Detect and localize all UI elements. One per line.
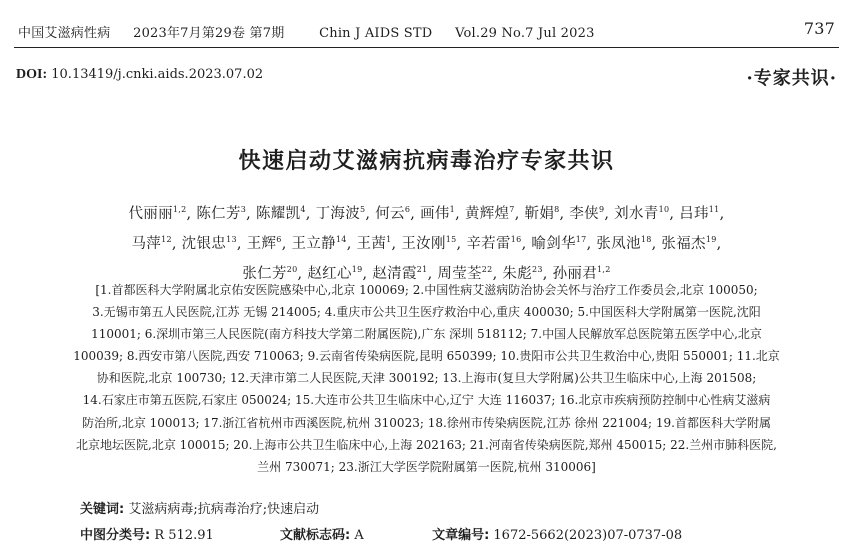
- affiliation-line: [1.首都医科大学附属北京佑安医院感染中心,北京 100069; 2.中国性病艾滋病防治协会关怀与治疗工作委员会,北京 100050;: [95, 283, 758, 297]
- header-rule: [14, 47, 839, 48]
- issue-cn: 2023年7月第29卷 第7期: [133, 26, 285, 41]
- journal-name-en: Chin J AIDS STD: [319, 26, 433, 41]
- keywords-value: 艾滋病病毒;抗病毒治疗;快速启动: [128, 502, 320, 517]
- author-affiliation-mark: 10: [658, 205, 670, 214]
- doi-line: [16, 67, 263, 83]
- author-name: 孙丽君: [552, 266, 598, 282]
- affiliation-line: 北京地坛医院,北京 100015; 20.上海市公共卫生临床中心,上海 202163; 21.河南省传染病医院,郑州 450015; 22.兰州市肺科医院,: [76, 437, 777, 452]
- author-affiliation-mark: 11: [708, 205, 720, 214]
- author-name: 赵清霞: [372, 266, 417, 282]
- author-name: 代丽丽: [128, 206, 173, 222]
- author-name: 陈耀凯: [255, 206, 301, 222]
- author-name: 画伟: [420, 206, 450, 222]
- column-label: ·专家共识·: [746, 68, 837, 89]
- affiliation-line: 100039; 8.西安市第八医院,西安 710063; 9.云南省传染病医院,昆明 650399; 10.贵阳市公共卫生救治中心,贵阳 550001; 11.北京: [73, 349, 780, 364]
- classification-line: [80, 524, 682, 543]
- affiliation-line: 110001; 6.深圳市第三人民医院(南方科技大学第二附属医院),广东 深圳 518112; 7.中国人民解放军总医院第五医学中心,北京: [91, 327, 762, 342]
- author-name: 刘水青: [614, 206, 659, 222]
- author-affiliation-mark: 7: [509, 205, 515, 214]
- affiliation-line: 兰州 730071; 23.浙江大学医学院附属第一医院,杭州 310006]: [257, 459, 596, 474]
- author-name: 丁海波: [315, 206, 361, 222]
- author-affiliation-mark: 3: [240, 205, 247, 214]
- running-header: [18, 22, 595, 41]
- author-affiliation-mark: 6: [404, 205, 411, 214]
- page-number: 737: [803, 19, 835, 38]
- author-name: 张仁芳: [242, 266, 287, 282]
- author-name: 周莹荃: [437, 266, 482, 282]
- author-affiliation-mark: 15: [445, 235, 457, 244]
- author-affiliation-mark: 17: [575, 235, 587, 244]
- author-affiliation-mark: 9: [598, 205, 605, 214]
- author-affiliation-mark: 22: [481, 265, 493, 274]
- author-affiliation-mark: 8: [554, 205, 560, 214]
- author-name: 喻剑华: [531, 236, 576, 252]
- author-name: 王汝刚: [401, 236, 446, 252]
- author-name: 何云: [375, 206, 405, 222]
- author-affiliation-mark: 18: [640, 235, 652, 244]
- author-affiliation-mark: 20: [286, 265, 298, 274]
- author-name: 李侠: [569, 206, 599, 222]
- author-name: 张福杰: [661, 236, 706, 252]
- author-name: 靳娟: [524, 206, 555, 222]
- doi-value: 10.13419/j.cnki.aids.2023.07.02: [51, 67, 264, 82]
- author-affiliation-mark: 19: [705, 235, 717, 244]
- issue-en: Vol.29 No.7 Jul 2023: [455, 26, 595, 41]
- journal-name-cn: 中国艾滋病性病: [18, 26, 111, 41]
- doc-code-value: A: [354, 528, 364, 543]
- author-name: 马萍: [131, 236, 162, 252]
- keywords-line: [80, 498, 319, 517]
- affiliation-line: 3.无锡市第五人民医院,江苏 无锡 214005; 4.重庆市公共卫生医疗救治中心,重庆 400030; 5.中国医科大学附属第一医院,沈阳: [92, 305, 761, 320]
- article-title: 快速启动艾滋病抗病毒治疗专家共识: [238, 149, 615, 174]
- author-affiliation-mark: 23: [532, 265, 543, 274]
- author-affiliation-mark: 5: [360, 205, 366, 214]
- author-affiliation-mark: 6: [276, 235, 282, 244]
- author-name: 赵红心: [307, 266, 352, 282]
- clc-value: R 512.91: [154, 528, 214, 543]
- author-name: 王辉: [246, 236, 277, 252]
- author-name: 沈银忠: [181, 236, 227, 252]
- author-affiliation-mark: 4: [300, 205, 306, 214]
- author-name: 陈仁芳: [196, 206, 241, 222]
- author-name: 黄辉煌: [464, 206, 510, 222]
- author-name: 辛若雷: [466, 236, 511, 252]
- author-affiliation-mark: 1,2: [172, 205, 187, 214]
- author-affiliation-mark: 1,2: [597, 265, 611, 274]
- affiliation-line: 协和医院,北京 100730; 12.天津市第二人民医院,天津 300192; 13.上海市(复旦大学附属)公共卫生临床中心,上海 201508;: [96, 371, 757, 386]
- author-affiliation-mark: 16: [510, 235, 522, 244]
- author-name: 吕玮: [679, 206, 709, 222]
- author-affiliation-mark: 1: [386, 235, 392, 244]
- author-affiliation-mark: 21: [416, 265, 428, 274]
- author-affiliation-mark: 19: [351, 265, 363, 274]
- affiliation-line: 14.石家庄市第五医院,石家庄 050024; 15.大连市公共卫生临床中心,辽宁 大连 116037; 16.北京市疾病预防控制中心性病艾滋病: [82, 393, 771, 408]
- author-affiliation-mark: 12: [161, 235, 172, 244]
- affiliation-list: [52, 279, 801, 478]
- author-affiliation-mark: 13: [226, 235, 237, 244]
- author-name: 朱彪: [502, 266, 533, 282]
- doi-label: DOI:: [16, 67, 48, 82]
- article-id-label: 文章编号:: [432, 528, 490, 543]
- author-name: 张凤池: [596, 236, 641, 252]
- article-id-value: 1672-5662(2023)07-0737-08: [493, 528, 683, 543]
- author-name: 王茜: [356, 236, 387, 252]
- author-affiliation-mark: 14: [335, 235, 347, 244]
- clc-label: 中图分类号:: [80, 528, 151, 543]
- affiliation-line: 防治所,北京 100013; 17.浙江省杭州市西溪医院,杭州 310023; 18.徐州市传染病医院,江苏 徐州 221004; 19.首都医科大学附属: [82, 415, 771, 430]
- author-list: 代丽丽$^{1,2}$, 陈仁芳$^3$, 陈耀凯$^4$, 丁海波$^5$, 何云$^6$, 画伟$^1$, 黄辉煌$^7$, 靳娟$^8$, 李侠$^9$, 刘水青$^{10}$, 吕玮$^{11}$, 马萍$^{12}$, 沈银忠$^{13}$, 王辉$^6$, 王立静$^{14}$, 王茜$^1$, 王汝刚$^{15}$, 辛若雷$^{16}$, 喻剑华$^{17}$, 张凤池$^{18}$, 张福杰$^{19}$, 张仁芳$^{20}$, 赵红心$^{19}$, 赵清霞$^{21}$, 周莹荃$^{22}$, 朱彪$^{23}$, 孙丽君$^{1,2}$: [128, 205, 725, 282]
- author-name: 王立静: [291, 236, 336, 252]
- doc-code-label: 文献标志码:: [280, 528, 351, 543]
- author-affiliation-mark: 1: [449, 205, 456, 214]
- keywords-label: 关键词:: [80, 502, 125, 517]
